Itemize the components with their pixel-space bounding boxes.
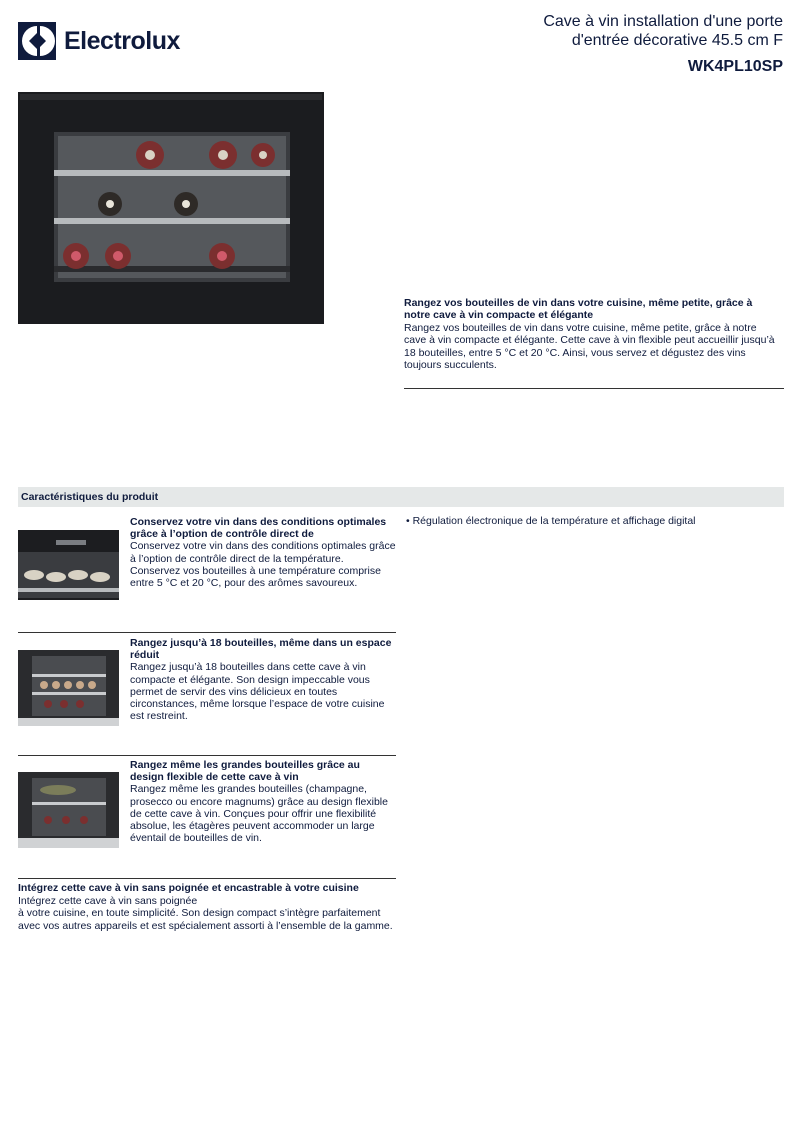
feature-text-2 bbox=[130, 637, 396, 722]
title-line-1: Cave à vin installation d'une porte bbox=[543, 13, 783, 30]
section-header bbox=[18, 487, 784, 507]
feature-image-capacity bbox=[18, 650, 119, 726]
section-title: Caractéristiques du produit bbox=[21, 491, 159, 503]
feature-heading: Rangez même les grandes bouteilles grâce au design flexible de cette cave à vin bbox=[130, 759, 360, 784]
feature-text-4 bbox=[18, 882, 396, 932]
intro-heading: Rangez vos bouteilles de vin dans votre cuisine, même petite, grâce à notre cave à vin compacte et élégante bbox=[404, 297, 753, 322]
feature-image-large-bottles bbox=[18, 772, 119, 848]
spec-list bbox=[406, 515, 786, 527]
page-title bbox=[463, 12, 783, 50]
feature-body: à votre cuisine, en toute simplicité. Son design compact s’intègre parfaitement avec vos autres appareils et est spécialement assorti à l’ensemble de la gamme. bbox=[18, 907, 393, 932]
electrolux-logo bbox=[18, 22, 188, 60]
feature-line: Intégrez cette cave à vin sans poignée bbox=[18, 894, 198, 907]
product-hero-image bbox=[18, 92, 324, 324]
feature-heading: Rangez jusqu’à 18 bouteilles, même dans un espace réduit bbox=[130, 637, 392, 662]
feature-body: Rangez même les grandes bouteilles (champagne, prosecco ou encore magnums) grâce au design flexible de cette cave à vin. Conçues pour offrir une flexibilité absolue, les étagères peuvent accommoder un large éventail de bouteilles de vin. bbox=[130, 783, 388, 845]
feature-text-3 bbox=[130, 759, 396, 844]
intro-text bbox=[404, 297, 780, 371]
feature-heading: Intégrez cette cave à vin sans poignée et encastrable à votre cuisine bbox=[18, 882, 359, 894]
electrolux-logo-icon bbox=[18, 22, 56, 60]
feature-body: Rangez jusqu’à 18 bouteilles dans cette cave à vin compacte et élégante. Son design impeccable vous permet de servir des vins délicieux en toutes circonstances, même lorsque l’espace de votre cuisine est restreint. bbox=[130, 661, 385, 723]
feature-heading: Conservez votre vin dans des conditions optimales grâce à l’option de contrôle direct de bbox=[130, 516, 387, 541]
feature-text-1 bbox=[130, 516, 396, 589]
divider bbox=[18, 632, 396, 633]
feature-image-temperature bbox=[18, 530, 119, 600]
divider bbox=[18, 755, 396, 756]
divider bbox=[18, 878, 396, 879]
title-line-2: d'entrée décorative 45.5 cm F bbox=[571, 32, 783, 49]
spec-item: • Régulation électronique de la température et affichage digital bbox=[406, 515, 696, 527]
feature-body: Conservez votre vin dans des conditions optimales grâce à l’option de contrôle direct de la température. Conservez vos bouteilles à une température comprise entre 5 °C et 20 °C, pour des arômes savoureux. bbox=[130, 540, 396, 590]
brand-name: Electrolux bbox=[64, 26, 180, 55]
model-number: WK4PL10SP bbox=[687, 58, 783, 75]
divider bbox=[404, 388, 784, 389]
intro-body: Rangez vos bouteilles de vin dans votre cuisine, même petite, grâce à notre cave à vin compacte et élégante. Cette cave à vin flexible peut accueillir jusqu’à 18 bouteilles, entre 5 °C et 20 °C. Ainsi, vous servez et dégustez des vins toujours succulents. bbox=[404, 321, 775, 372]
